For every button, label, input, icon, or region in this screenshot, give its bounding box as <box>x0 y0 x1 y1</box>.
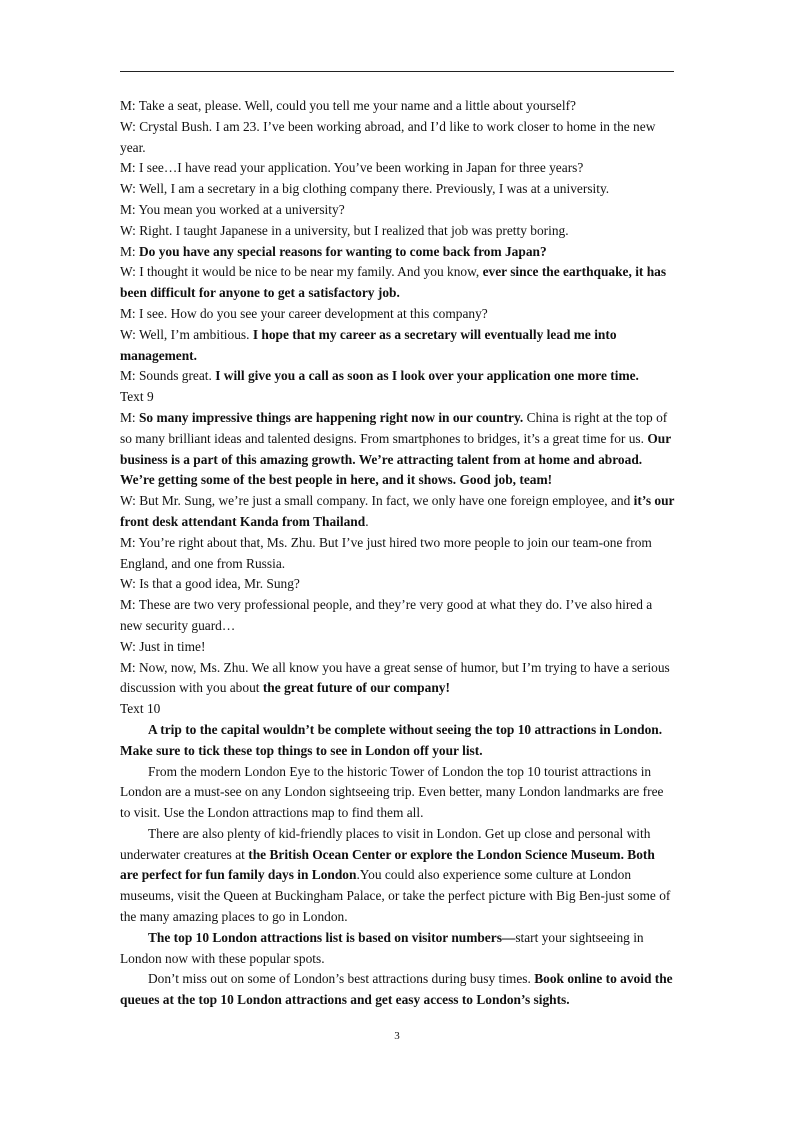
paragraph <box>120 969 676 1011</box>
paragraph <box>120 200 676 221</box>
text-span: M: These are two very professional people, and they’re very good at what they do. I’ve also hired a new security guard… <box>120 597 653 633</box>
text-span: W: Crystal Bush. I am 23. I’ve been working abroad, and I’d like to work closer to home in the new year. <box>120 118 656 155</box>
text-span: M: Take a seat, please. Well, could you tell me your name and a little about yourself? <box>120 98 576 113</box>
paragraph <box>120 117 676 159</box>
paragraph <box>120 491 676 533</box>
transcript-body <box>120 96 676 1011</box>
paragraph <box>120 304 676 325</box>
bold-text: the great future of our company! <box>262 680 450 696</box>
bold-text: Our business is a part of this amazing growth. We’re attracting talent from at home and abroad. We’re getting some of the best people in here, and it shows. Good job, team! <box>120 430 671 488</box>
text-span: M: <box>120 409 139 425</box>
text-span: M: <box>120 243 139 259</box>
bold-text: I will give you a call as soon as I look over your application one more time. <box>215 368 639 384</box>
paragraph <box>120 658 676 700</box>
paragraph <box>120 637 676 658</box>
text-span: W: Well, I am a secretary in a big clothing company there. Previously, I was at a university. <box>120 181 610 197</box>
bold-text: Book online to avoid the queues at the top 10 London attractions and get easy access to London’s sights. <box>120 971 673 1008</box>
text-span: M: I see. How do you see your career development at this company? <box>120 305 488 321</box>
paragraph <box>120 325 676 367</box>
paragraph <box>120 179 676 200</box>
paragraph <box>120 533 676 575</box>
bold-text: it’s our front desk attendant Kanda from Thailand <box>120 493 675 529</box>
bold-text: the British Ocean Center or explore the London Science Museum. Both are perfect for fun family days in London <box>120 846 655 883</box>
bold-text: I hope that my career as a secretary will eventually lead me into management. <box>120 326 617 363</box>
text-span: W: Well, I’m ambitious. <box>120 326 253 342</box>
text-span: China is right at the top of so many brilliant ideas and talented designs. From smartphones to bridges, it’s a great time for us. <box>120 409 668 446</box>
text-span: M: Now, now, Ms. Zhu. We all know you have a great sense of humor, but I’m trying to have a serious discussion with you about <box>120 659 670 696</box>
paragraph <box>120 408 676 491</box>
text-span: .You could also experience some culture at London museums, visit the Queen at Buckingham Palace, or take the perfect picture with Big Ben-just some of the many amazing places to go in London. <box>120 867 671 925</box>
text-span: M: Sounds great. <box>120 368 216 384</box>
text-span: There are also plenty of kid-friendly places to visit in London. Get up close and personal with underwater creatures at <box>120 825 651 862</box>
paragraph <box>120 574 676 595</box>
paragraph <box>120 699 676 720</box>
text-span: M: I see…I have read your application. You’ve been working in Japan for three years? <box>120 160 584 176</box>
bold-text: Do you have any special reasons for wanting to come back from Japan? <box>138 243 547 259</box>
text-span: start your sightseeing in London now with these popular spots. <box>120 929 644 966</box>
text-span: W: Is that a good idea, Mr. Sung? <box>120 576 300 592</box>
header-rule <box>120 71 674 72</box>
paragraph <box>120 595 676 637</box>
paragraph <box>120 824 676 928</box>
page-number: 3 <box>394 1030 400 1042</box>
bold-text: The top 10 London attractions list is based on visitor numbers— <box>148 929 516 945</box>
bold-text: ever since the earthquake, it has been difficult for anyone to get a satisfactory job. <box>120 264 667 301</box>
paragraph <box>120 720 676 762</box>
text-span: W: I thought it would be nice to be near my family. And you know, <box>120 264 483 280</box>
text-span: W: But Mr. Sung, we’re just a small company. In fact, we only have one foreign employee, and <box>120 493 634 509</box>
text-span: Text 10 <box>120 701 161 717</box>
bold-text: A trip to the capital wouldn’t be complete without seeing the top 10 attractions in London. Make sure to tick these top things to see in London off your list. <box>120 721 663 758</box>
text-span: M: You mean you worked at a university? <box>120 201 345 217</box>
text-span: W: Just in time! <box>120 638 206 654</box>
text-span: Don’t miss out on some of London’s best attractions during busy times. <box>148 971 535 987</box>
paragraph <box>120 928 676 970</box>
text-span: . <box>365 513 369 529</box>
text-span: Text 9 <box>120 389 154 405</box>
paragraph <box>120 387 676 408</box>
text-span: From the modern London Eye to the historic Tower of London the top 10 tourist attractions in London are a must-see on any London sightseeing trip. Even better, many London landmarks are free to visit. Use the London attractions map to find them all. <box>120 763 664 821</box>
paragraph <box>120 221 676 242</box>
paragraph <box>120 366 676 387</box>
paragraph <box>120 242 676 263</box>
paragraph <box>120 762 676 824</box>
text-span: M: You’re right about that, Ms. Zhu. But I’ve just hired two more people to join our team-one from England, and one from Russia. <box>120 534 652 571</box>
text-span: W: Right. I taught Japanese in a university, but I realized that job was pretty boring. <box>120 222 569 238</box>
paragraph <box>120 96 676 117</box>
paragraph <box>120 158 676 179</box>
paragraph <box>120 262 676 304</box>
bold-text: So many impressive things are happening right now in our country. <box>138 409 524 425</box>
